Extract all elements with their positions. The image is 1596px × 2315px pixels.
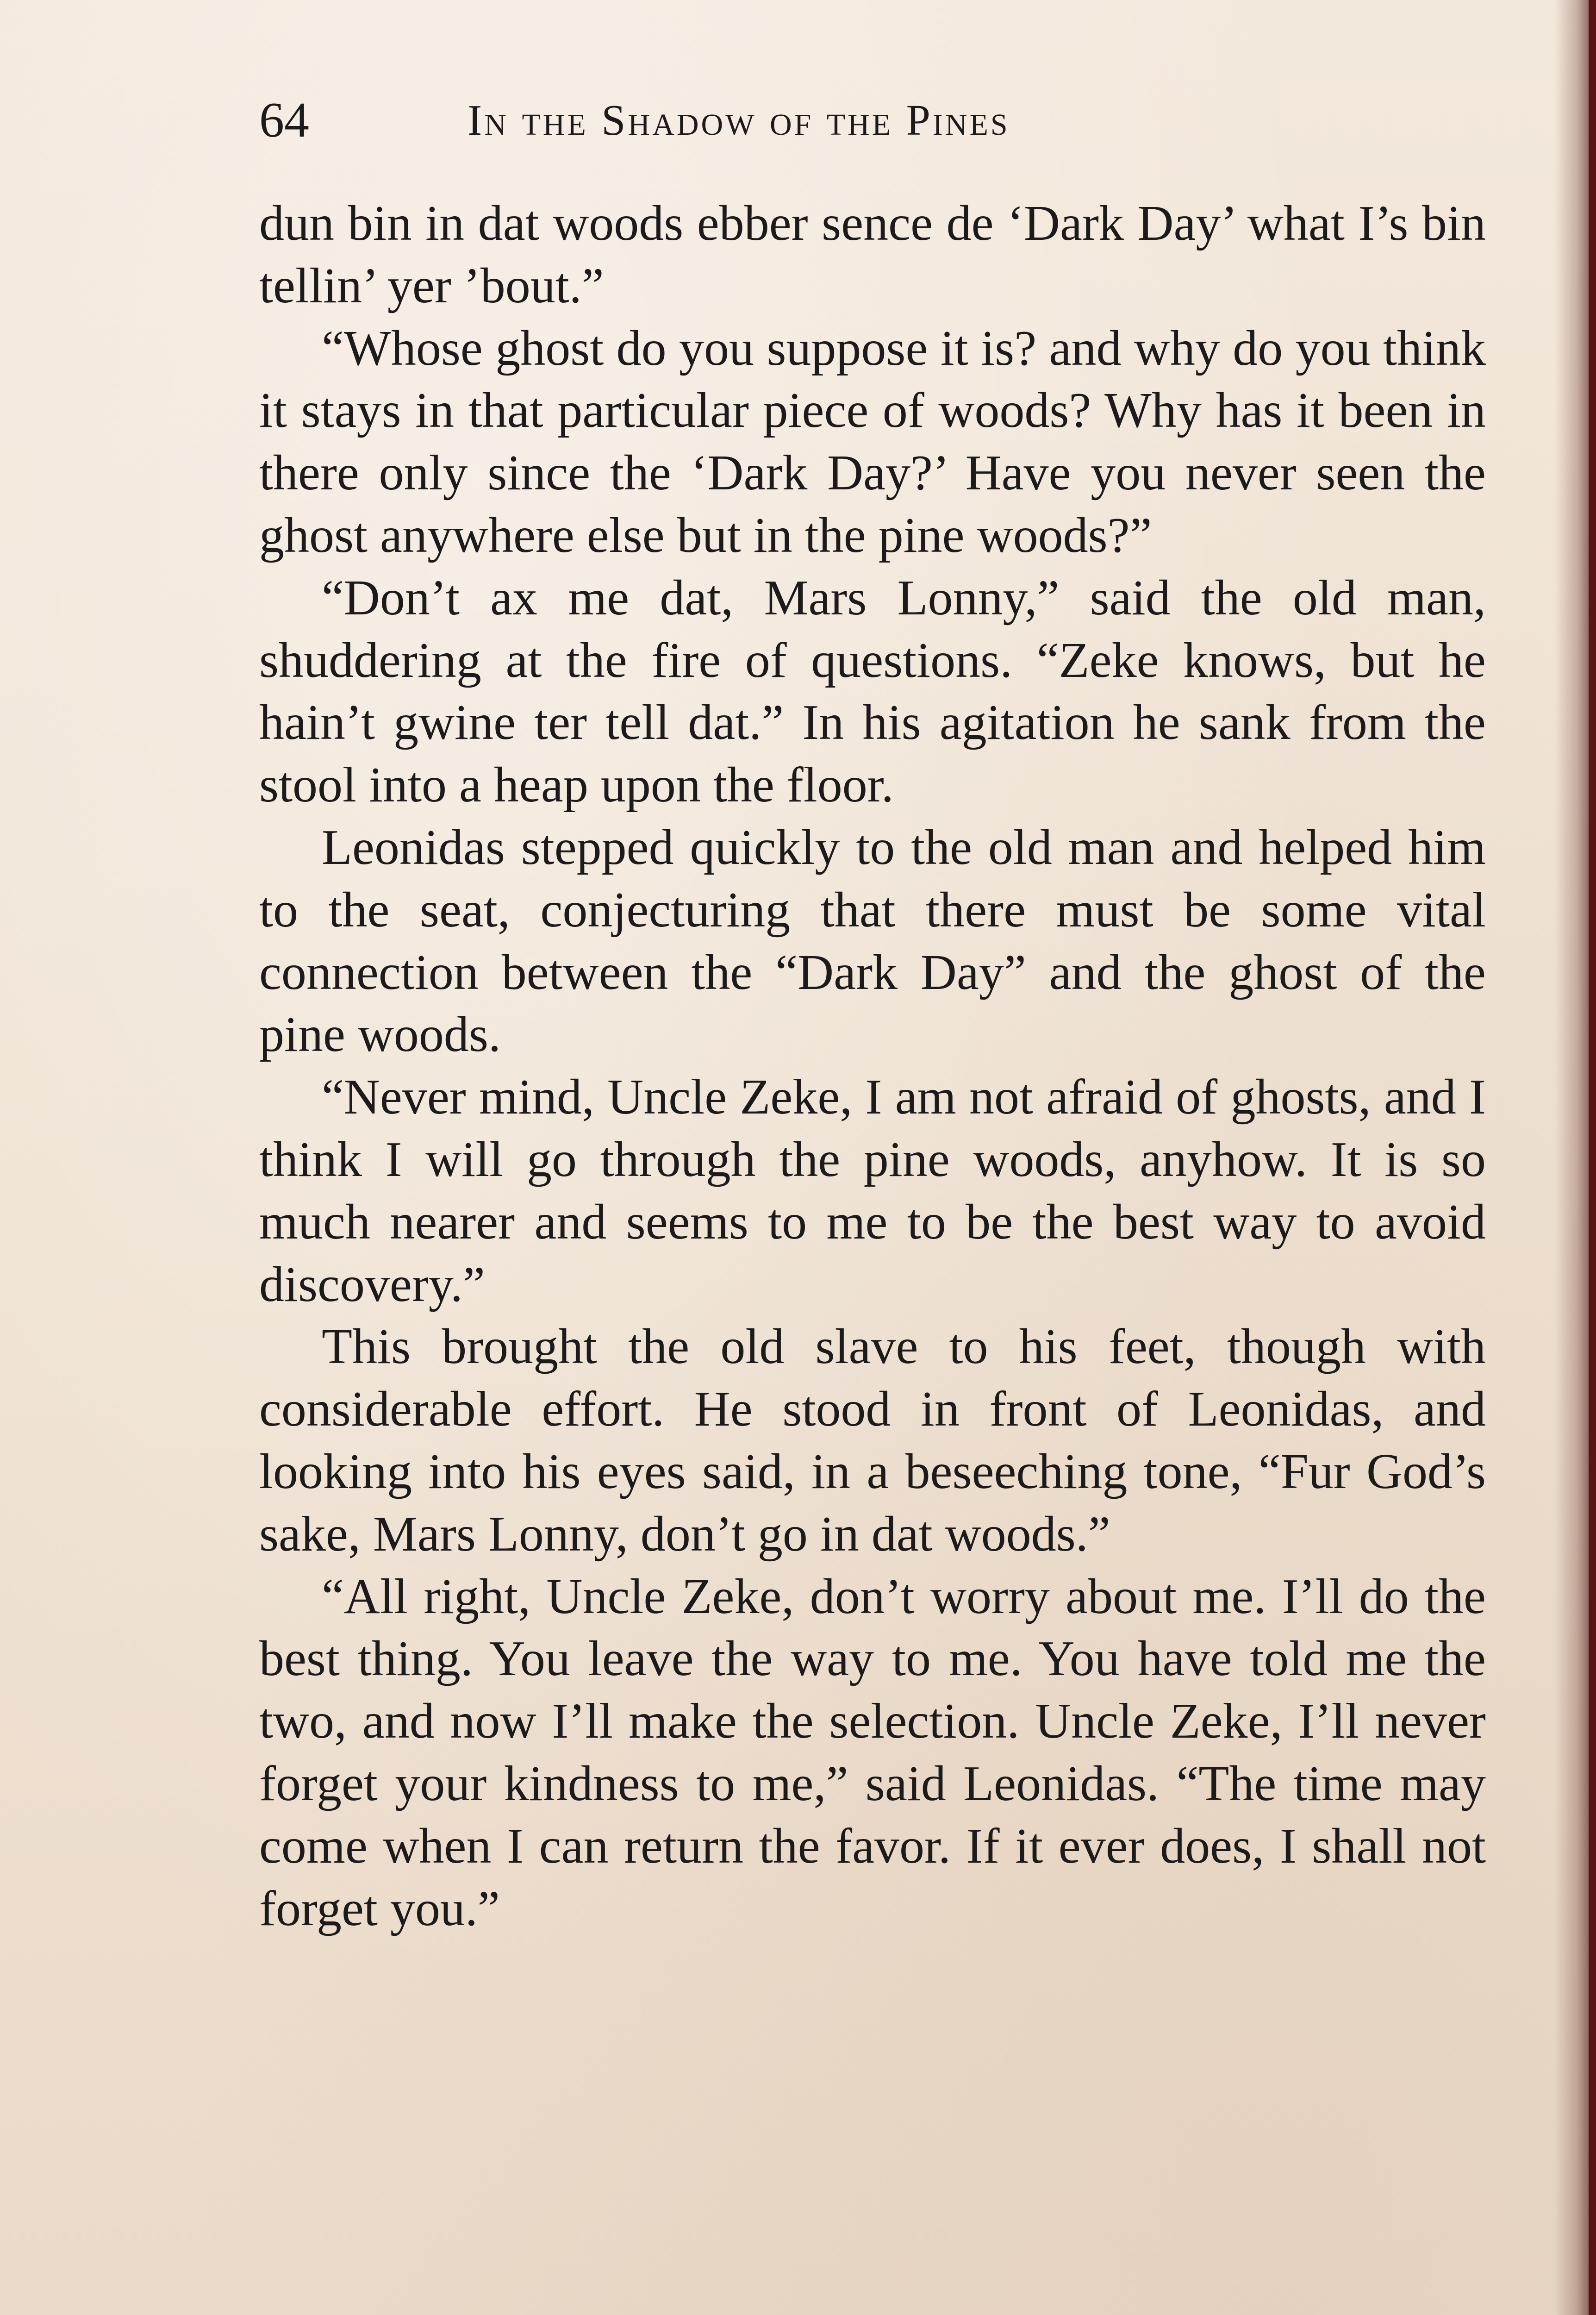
paragraph: “All right, Uncle Zeke, don’t worry about me. I’ll do the best thing. You leave the way to me. You have told me the two, and now I’ll make the selection. Uncle Zeke, I’ll never forget your kindness to me,” said Leonidas. “The time may come when I can return the favor. If it ever does, I shall not forget you.” (259, 1569, 1486, 1936)
body-text (259, 193, 1486, 1940)
paragraph-continuation: dun bin in dat woods ebber sence de ‘Dark Day’ what I’s bin tellin’ yer ’bout.” (259, 196, 1486, 313)
page-header (259, 86, 1486, 155)
paragraph: “Never mind, Uncle Zeke, I am not afraid of ghosts, and I think I will go through the pine woods, anyhow. It is so much nearer and seems to me to be the best way to avoid discovery.” (259, 1070, 1486, 1312)
paragraph: “Don’t ax me dat, Mars Lonny,” said the old man, shuddering at the fire of questions. “Zeke knows, but he hain’t gwine ter tell dat.” In his agitation he sank from the stool into a heap upon the floor. (259, 570, 1486, 813)
page-number: 64 (259, 93, 309, 148)
paragraph: “Whose ghost do you suppose it is? and why do you think it stays in that particular piece of woods? Why has it been in there only since the ‘Dark Day?’ Have you never seen the ghost anywhere else but in the pine woods?” (259, 320, 1486, 563)
paragraph: Leonidas stepped quickly to the old man and helped him to the seat, conjecturing that there must be some vital connection between the “Dark Day” and the ghost of the pine woods. (259, 820, 1486, 1063)
paragraph: This brought the old slave to his feet, though with considerable effort. He stood in front of Leonidas, and looking into his eyes said, in a beseeching tone, “Fur God’s sake, Mars Lonny, don’t go in dat woods.” (259, 1319, 1486, 1562)
book-spine-edge (1589, 0, 1596, 2315)
running-title: In the Shadow of the Pines (468, 96, 1010, 144)
